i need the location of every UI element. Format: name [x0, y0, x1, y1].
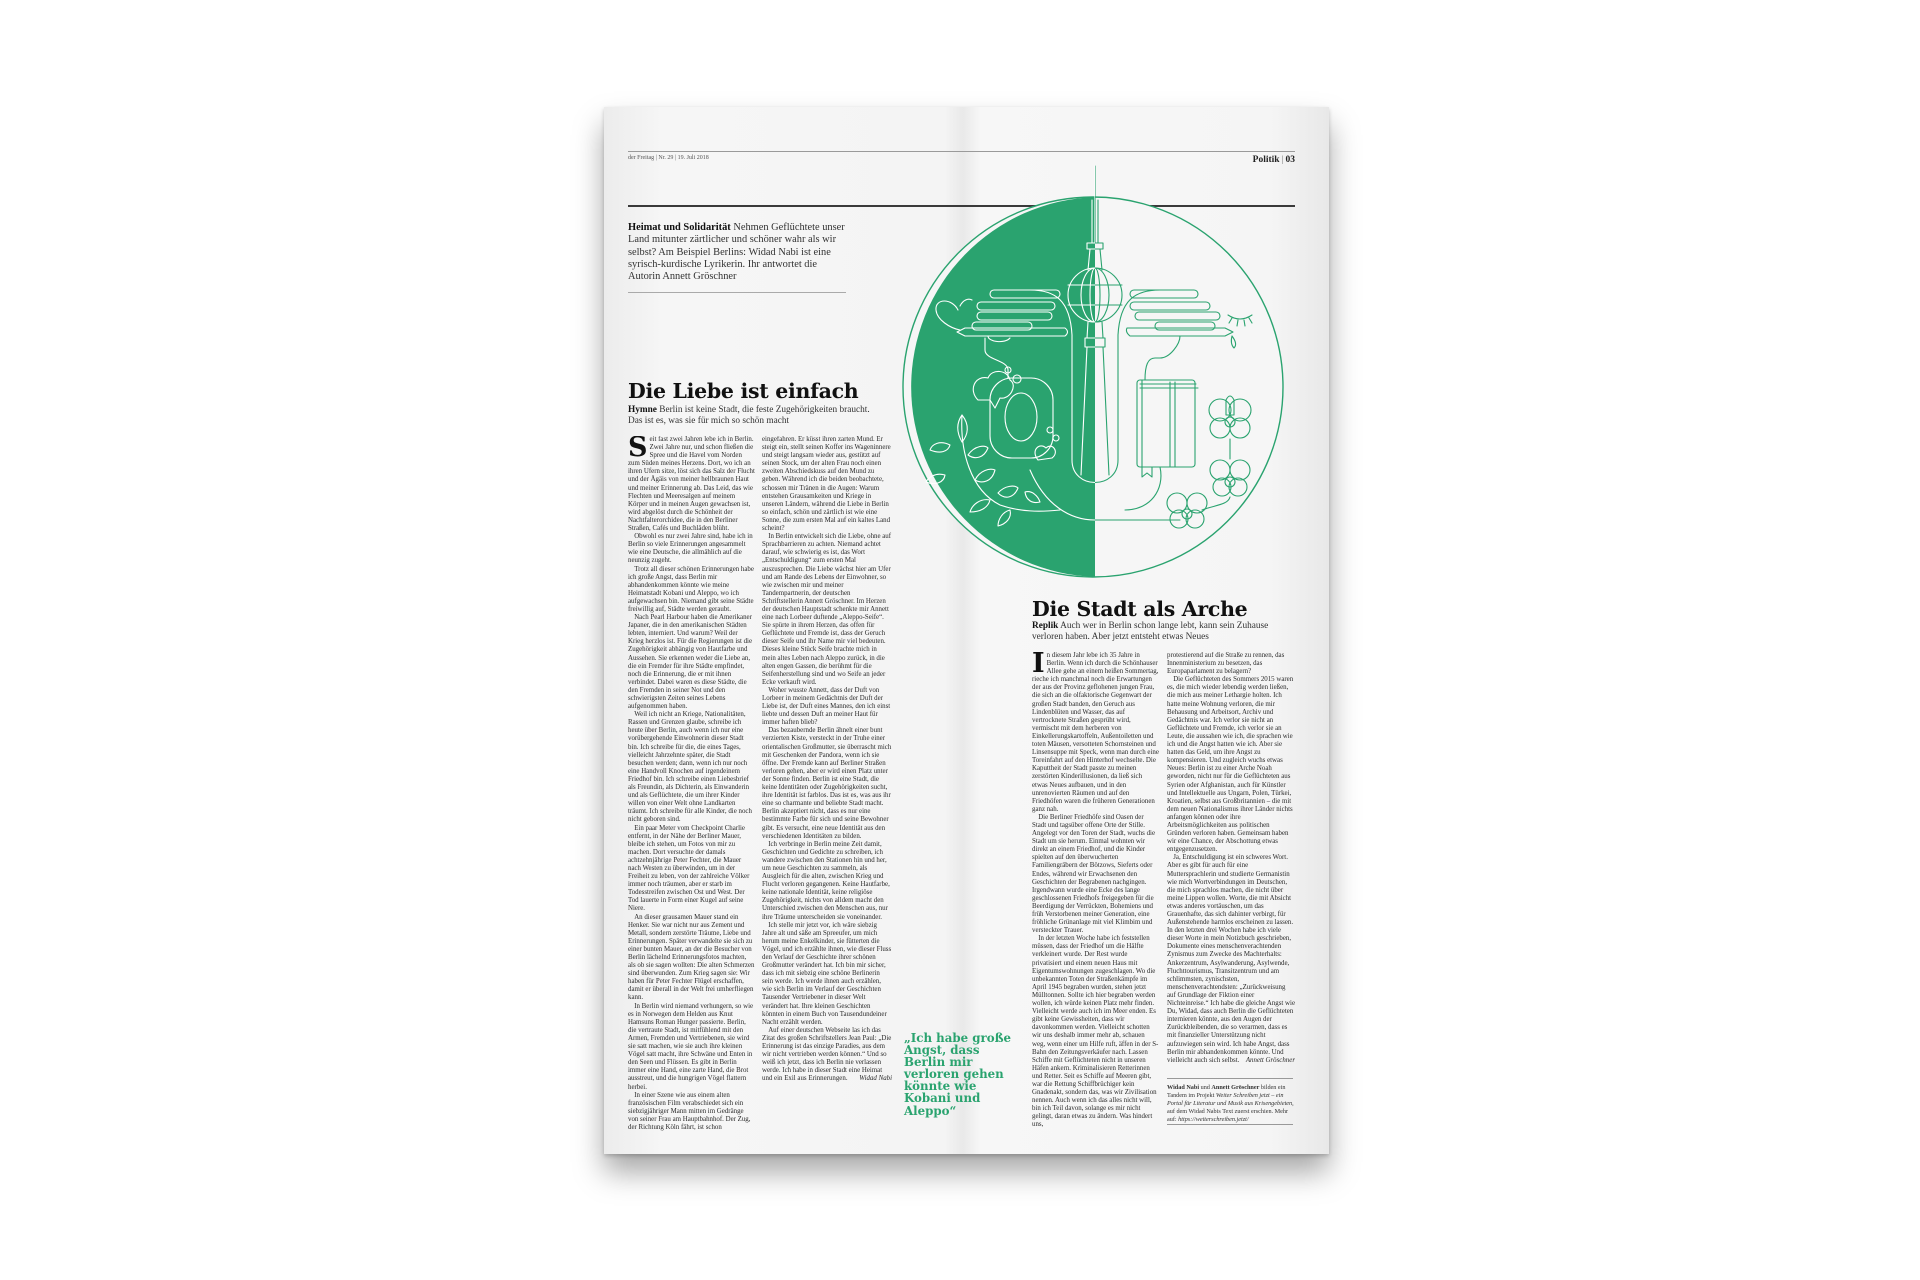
publication-name: der Freitag [628, 155, 655, 161]
green-half-circle [911, 197, 1095, 577]
paragraph: In Berlin entwickelt sich die Liebe, ohne auf Sprachbarrieren zu achten. Niemand achtet darauf, wie schwierig es ist, das Wort „Entschuldigung“ zum ersten Mal auszusprechen. Die Liebe wächst hier am Ufer und am Rande des Lebens der Einwohner, so wie zwischen mir und meiner Tandempartnerin, der deutschen Schriftstellerin Annett Gröschner. Im Herzen der deutschen Hauptstadt schenkte mir Annett eine nach Lorbeer duftende „Aleppo-Seife“. Sie spürte in ihrem Herzen, das offen für Geflüchtete und Fremde ist, dass der Geruch dieser Seife und ihr Name mir viel bedeuten. Dieses kleine Stück Seife brachte mich in mein altes Leben nach Aleppo zurück, in die alten engen Gassen, die berühmt für die Seifenherstellung sind und wo Seife an jeder Ecke verkauft wird. [762, 533, 892, 686]
intro-teaser [628, 222, 848, 283]
paragraph: Ein paar Meter vom Checkpoint Charlie entfernt, in der Nähe der Berliner Mauer, bleibe ich stehen, um Fotos von mir zu machen. Dort versuchte der damals achtzehnjährige Peter Fechter, die Mauer nach Westen zu überwinden, um in der Freiheit zu leben, von der zahlreiche Völker immer noch träumen, aber er starb im Todesstreifen zwischen Ost und West. Der Tod lauerte in Form einer Kugel auf seine Niere. [628, 824, 750, 913]
intro-rule [628, 292, 846, 293]
article-headline-right: Die Stadt als Arche [1032, 597, 1248, 621]
paragraph: Ich stelle mir jetzt vor, ich wäre siebzig Jahre alt und säße am Spreeufer, um mich herum meine Enkelkinder, sie fütterten die Vögel, und ich erzählte ihnen, wie dieser Fluss den Verlauf der Geschichte ihrer schönen Großmutter verändert hat. Ich bin mir sicher, dass ich mit siebzig eine schöne Berlinerin sein werde. Ich werde ihnen auch erzählen, wie sich Berlin im Verlauf der Geschichten Tausender Vertriebener in dieser Welt verändert hat. Ihre kleinen Geschichten könnten in einem Buch von Tausendundeiner Nacht erzählt werden. [762, 921, 892, 1026]
issue-date: 19. Juli 2018 [677, 155, 709, 161]
author-signature: Annett Gröschner [1245, 1056, 1295, 1064]
paragraph: In diesem Jahr lebe ich 35 Jahre in Berlin. Wenn ich durch die Schönhauser Allee gehe an einem heißen Sommertag, rieche ich manchmal noch die Erwartungen der aus der Provinz geflohenen jungen Frau, die sich an die olfaktorische Gegenwart der großen Stadt banden, den Geruch aus Lindenblüten und Wasser, das auf vertrocknete Straßen gesprüht wird, vermischt mit dem herberen von Einkellerungskartoffeln, Außentoiletten und toten Mäusen, versotteten Schornsteinen und Linsensuppe mit Speck, wenn man durch eine Toreinfahrt auf den Hinterhof wechselte. Die Kaputtheit der Stadt passte zu meinen zerstörten Kinderillusionen, da ließ sich etwas Neues aufbauen, und in den unrenovierten Räumen und auf den Friedhöfen waren die früheren Generationen ganz nah. [1032, 652, 1159, 813]
page-number: 03 [1285, 155, 1295, 165]
paragraph: Ja, Entschuldigung ist ein schweres Wort. Aber es gibt für auch für eine Muttersprachlerin und studierte Germanistin wie mich Wortverbindungen im Deutschen, die mich sprachlos machen, die nicht über meine Lippen wollen. Worte, die mit Absicht etwas anderes vortäuschen, um das Grauenhafte, das sich dahinter verbirgt, für Außenstehende harmlos erscheinen zu lassen. In den letzten drei Wochen habe ich viele dieser Worte in mein Notizbuch geschrieben, Dokumente eines menschenverachtenden Zynismus zum Zwecke des Machterhalts: Ankerzentrum, Asylwanderung, Asylwende, Fluchttourismus, Transitzentrum und am schlimmsten, zynischsten, menschenverachtendsten: „Zurückweisung auf Grundlage der Fiktion einer Nichteinreise.“ Ich habe die gleiche Angst wie Du, Widad, dass auch Berlin die Geflüchteten internieren könnte, aus den Augen der Zurückbleibenden, die so verarmen, dass es mit finanzieller Unterstützung nicht aufzuwiegen sein wird. Ich habe Angst, dass Berlin mir abhandenkommen könnte. Und vielleicht auch sich selbst. Annett Gröschner [1167, 854, 1295, 1064]
article-left-column-1 [628, 436, 755, 1132]
paragraph: Obwohl es nur zwei Jahre sind, habe ich in Berlin so viele Erinnerungen angesammelt wie eine Deutsche, die allmählich auf die neunzig zugeht. [628, 533, 753, 565]
issue-number: Nr. 29 [658, 155, 674, 161]
article-dek-left: Hymne Berlin ist keine Stadt, die feste Zugehörigkeiten braucht. Das ist es, was sie für mich so schön macht [628, 405, 870, 426]
paragraph: eingefahren. Er küsst ihren zarten Mund. Er steigt ein, stellt seinen Koffer ins Wageninnere und steigt langsam wieder aus, gestützt auf seinen Stock, um der alten Frau noch einen zweiten Abschiedskuss auf den Mund zu geben. Während ich die beiden beobachtete, schossen mir Tränen in die Augen: Warum entstehen Grausamkeiten und Kriege in unseren Ländern, während die Liebe in Berlin so einfach, schön und zärtlich ist wie eine Sonne, die zum ersten Mal auf ein kaltes Land scheint? [762, 436, 891, 533]
paragraph: In der letzten Woche habe ich feststellen müssen, dass der Friedhof um die Hälfte verkleinert wurde. Der Rest wurde privatisiert und einem neuen Haus mit Eigentumswohnungen zugeschlagen. Wo die unbekannten Toten der Straßenkämpfe im April 1945 begraben wurden, stehen jetzt Mülltonnen. Sollte ich hier begraben werden wollen, ich würde keinen Platz mehr finden. Vielleicht werde auch ich im Meer enden. Es gibt keine Gewissheiten, dass wir davonkommen werden. Vielleicht schotten wir uns deshalb immer mehr ab, schauen weg, wenn einer um Hilfe ruft, äffen in der S-Bahn den Zeitungsverkäufer nach. Lassen Schiffe mit Geflüchteten nicht in unseren Häfen ankern. Kriminalisieren Retterinnen und Retter. Seit es Schiffe auf Meeren gibt, war die Rettung Schiffbrüchiger kein Gnadenakt, sondern das, was wir Zivilisation nennen. Auch wenn ich das alles nicht will, bin ich Teil davon, solange es mir nicht gelingt, daran etwas zu ändern. Was hindert uns, [1032, 935, 1159, 1129]
article-kicker-right: Replik [1032, 621, 1059, 631]
drop-cap: S [628, 436, 648, 463]
paragraph: Das bezaubernde Berlin ähnelt einer bunt verzierten Kiste, versteckt in der Truhe einer orientalischen Großmutter, sie überrascht mich mit Geschenken der Pandora, wenn ich sie öffne. Der Fremde kann auf Berliner Straßen verloren gehen, aber er wird einen Platz unter der Sonne finden. Berlin ist eine Stadt, die keine Identitäten oder Zugehörigkeiten sucht, ihre Identität ist farblos. Das ist es, was aus ihr eine so charmante und beliebte Stadt macht. Berlin akzeptiert nicht, dass es nur eine bestimmte Farbe für sich und seine Bewohner gibt. Es versucht, eine neue Identität aus den verschiedenen Identitäten zu bilden. [762, 727, 892, 840]
paragraph: An dieser grausamen Mauer stand ein Henker. Sie war nicht nur aus Zement und Metall, sondern zerstörte Träume, Liebe und Erinnerungen. Später verwandelte sie sich zu einer bunten Mauer, an der die Besucher von Berlin lächelnd Erinnerungsfotos machten, als ob sie sagen wollten: Die alten Schmerzen sind überwunden. Zum Krieg sagen sie: Wir haben für Peter Fechter Flügel erschaffen, damit er überall in der Welt frei umherfliegen kann. [628, 913, 755, 1002]
paragraph: Trotz all dieser schönen Erinnerungen habe ich große Angst, dass Berlin mir abhandenkommen könnte wie meine Heimatstadt Kobani und Aleppo, wo ich aufgewachsen bin. Niemand gibt seine Städte freiwillig auf, Städte werden geraubt. [628, 565, 754, 613]
author-bio: Widad Nabi und Annett Gröschner bilden ein Tandem im Projekt Weiter Schreiben jetzt – ein Portal für Literatur und Musik aus Krisengebieten, auf dem Widad Nabis Text zuerst erschien. Mehr auf: https://weiterschreiben.jetzt/ [1167, 1084, 1294, 1123]
project-name: Weiter Schreiben jetzt – ein Portal für Literatur und Musik aus Krisengebieten [1167, 1092, 1293, 1107]
paragraph: Ich verbringe in Berlin meine Zeit damit, Geschichten und Gedichte zu schreiben, ich wandere zwischen den Stationen hin und her, um neue Geschichten zu sammeln, als Ausgleich für die alten, zwischen Krieg und Flucht verloren gegangenen. Keine Hautfarbe, keine nationale Identität, keine religiöse Zugehörigkeit, nichts von alldem macht den Unterschied zwischen den Menschen aus, nur ihre Träume unterscheiden sie voneinander. [762, 840, 890, 921]
paragraph: Nach Pearl Harbour haben die Amerikaner Japaner, die in den amerikanischen Städten lebten, interniert. Und warum? Weil der Krieg herzlos ist. Für die Regierungen ist die Zugehörigkeit abhängig von Hautfarbe und Aussehen. Sie erkennen weder die Liebe an, die ein Fremder für ihre Städte empfindet, noch die Erinnerung, die er mit ihnen verbindet. Dabei waren es diese Städte, die den Fremden in seiner Not und den schwierigsten Zeiten seines Lebens aufgenommen haben. [628, 614, 753, 711]
article-kicker-left: Hymne [628, 405, 657, 415]
paragraph: In Berlin wird niemand verhungern, so wie es in Norwegen dem Helden aus Knut Hamsuns Roman Hunger passierte. Berlin, die vertraute Stadt, ist mitfühlend mit den Armen, Fremden und Vertriebenen, sie wird sie satt machen, wie sie auch ihre kleinen Vögel satt macht, ihre Schwäne und Enten in den Seen und Flüssen. Es gibt in Berlin immer eine Hand, eine zarte Hand, die Brot ausstreut, und die hungrigen Vögel flattern herbei. [628, 1002, 754, 1091]
berlin-illustration [880, 160, 1310, 600]
paragraph: Die Geflüchteten des Sommers 2015 waren es, die mich wieder lebendig werden ließen, die mich aus meiner Lethargie holten. Ich hatte meine Wohnung verloren, die mir Behausung und Arbeitsort, Archiv und Gedächtnis war. Ich verlor sie nicht an Geflüchtete und Fremde, ich verlor sie an Leute, die aussahen wie ich, die sprachen wie ich und die Angst hatten wie ich. Aber sie hatten das Geld, um ihre Angst zu kompensieren. Und zugleich wuchs etwas Neues: Berlin ist zu einer Arche Noah geworden, nicht nur für die Geflüchteten aus Syrien oder Afghanistan, auch für Künstler und Intellektuelle aus Ungarn, Polen, Türkei, Kroatien, selbst aus Großbritannien – die mit dem neuen Nationalismus ihrer Länder nichts anfangen können oder ihre Arbeitsmöglichkeiten aus politischen Gründen verloren haben. Gemeinsam haben wir eine Chance, der Abschottung etwas entgegenzusetzen. [1167, 676, 1294, 854]
bio-rule-bottom [1167, 1124, 1293, 1125]
paragraph: Auf einer deutschen Webseite las ich das Zitat des großen Schriftstellers Jean Paul: „Die Erinnerung ist das einzige Paradies, aus dem wir nicht vertrieben werden können.“ Und so weiß ich jetzt, dass ich Berlin nie verlassen werde. Ich habe in dieser Stadt eine Heimat und ein Exil aus Erinnerungen. Widad Nabi [762, 1026, 892, 1083]
article-headline-left: Die Liebe ist einfach [628, 379, 859, 403]
paragraph: Weil ich nicht an Kriege, Nationalitäten, Rassen und Grenzen glaube, schreibe ich heute über Berlin, auch wenn ich nur eine vorübergehende Einwohnerin dieser Stadt bin. Ich schreibe für die, die eines Tages, vielleicht Jahrzehnte später, die Stadt besuchen werden; dann, wenn ich nur noch eine Handvoll Knochen auf irgendeinem Friedhof bin. Ich schreibe einen Liebesbrief als Freundin, als Dichterin, als Einwanderin und als Geflüchtete, die um ihrer Kinder willen von einer Welt ohne Landkarten träumt. Ich schreibe für alle Kinder, die noch nicht geboren sind. [628, 711, 752, 824]
author-signature: Widad Nabi [859, 1075, 892, 1083]
paragraph: Die Berliner Friedhöfe sind Oasen der Stadt und tagsüber offene Orte der Stille. Angelegt vor den Toren der Stadt, wuchs die Stadt um sie herum. Einmal wohnten wir direkt an einem Friedhof, und die Kinder spielten auf den überwucherten Familiengräbern der Bötzows, Sieferts oder Endes, während wir Erwachsenen den Geschichten der Begrabenen nachgingen. Irgendwann wurde eine Ecke des lange geschlossenen Friedhofs freigegeben für die Beerdigung der Verrückten, Bohemiens und früh Verstorbenen meiner Generation, eine fröhliche Grünanlage mit viel Klimbim und versteckter Trauer. [1032, 813, 1156, 935]
article-dek-right: Replik Auch wer in Berlin schon lange lebt, kann sein Zuhause verloren haben. Aber jetzt entsteht etwas Neues [1032, 621, 1269, 642]
article-right-column-1 [1032, 652, 1159, 1132]
paragraph: protestierend auf die Straße zu rennen, das Innenministerium zu besetzen, das Europaparlament zu belagern? [1167, 652, 1285, 676]
intro-kicker: Heimat und Solidarität [628, 222, 731, 233]
article-left-column-2 [762, 436, 892, 1132]
paragraph: Seit fast zwei Jahren lebe ich in Berlin. Zwei Jahre nur, und schon fließen die Spree und die Havel vom Norden zum Süden meines Herzens. Dort, wo ich an ihren Ufern sitze, löst sich das Salz der Flucht und der Ägäis von meiner hellbraunen Haut und meiner Erinnerung ab. Das Leid, das wie Flechten und Meeresalgen auf meinem Körper und in meinen Augen gewachsen ist, wird abgelöst durch die Schönheit der Nachtfalterorchidee, die in den Berliner Straßen, Cafés und Buchläden blüht. [628, 436, 755, 533]
drop-cap: I [1032, 652, 1045, 679]
masthead: der Freitag | Nr. 29 | 19. Juli 2018 [628, 155, 709, 161]
article-right-column-2 [1167, 652, 1295, 1072]
project-url[interactable]: https://weiterschreiben.jetzt/ [1178, 1116, 1249, 1123]
bio-rule-top [1167, 1078, 1293, 1079]
section-label: Politik | 03 [1252, 155, 1295, 165]
pull-quote: „Ich habe große Angst, dass Berlin mir verloren gehen könnte wie Kobani und Aleppo“ [904, 1031, 1012, 1118]
paragraph: In einer Szene wie aus einem alten französischen Film verabschiedet sich ein siebzigjähriger Mann mitten im Gedränge von seiner Frau am Hauptbahnhof. Der Zug, der Richtung Köln fährt, ist schon [628, 1091, 751, 1131]
intro-text: Nehmen Geflüchtete unser Land mitunter zärtlicher und schöner wahr als wir selbst? Am Beispiel Berlins: Widad Nabi ist eine syrisch-kurdische Lyrikerin. Ihr antwortet die Autorin Annett Gröschner [628, 222, 845, 283]
paragraph: Woher wusste Annett, dass der Duft von Lorbeer in meinem Gedächtnis der Duft der Liebe ist, der Duft eines Mannes, den ich einst liebte und dessen Duft an meiner Haut für immer haften blieb? [762, 686, 891, 727]
header-rule [628, 151, 1295, 152]
section-name: Politik [1252, 155, 1280, 165]
